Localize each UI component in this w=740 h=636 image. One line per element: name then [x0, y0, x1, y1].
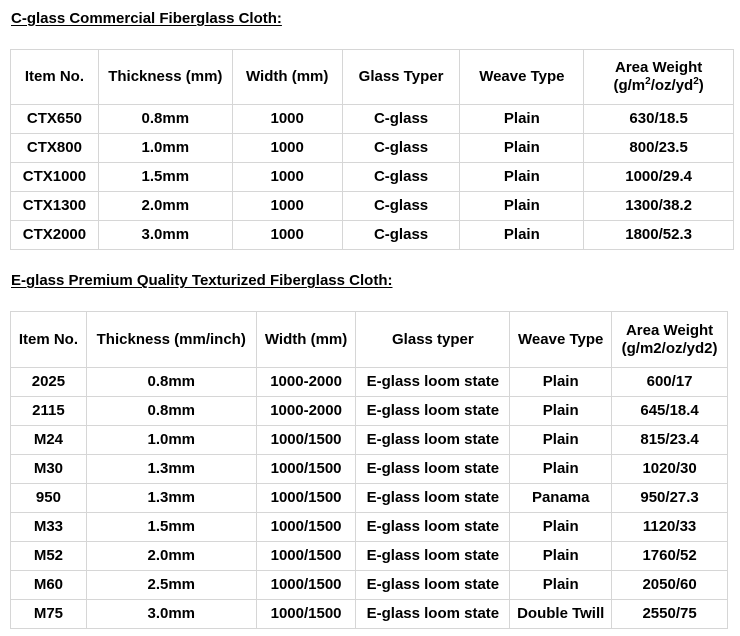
cell-weave-type: Plain	[460, 134, 584, 163]
table-row	[11, 134, 734, 163]
header-area-weight	[584, 50, 734, 105]
header-item-no: Item No.	[11, 312, 87, 368]
area-weight-label: Area Weight	[615, 59, 703, 76]
cell-item-no: CTX2000	[11, 221, 99, 250]
cell-area-weight: 600/17	[612, 368, 728, 397]
cell-area-weight: 2550/75	[612, 600, 728, 629]
cell-area-weight: 1120/33	[612, 513, 728, 542]
cell-width: 1000/1500	[256, 600, 356, 629]
cell-thickness: 0.8mm	[98, 105, 232, 134]
cell-area-weight: 1020/30	[612, 455, 728, 484]
cell-area-weight: 815/23.4	[612, 426, 728, 455]
cell-item-no: M30	[11, 455, 87, 484]
table-row	[11, 397, 728, 426]
header-weave-type: Weave Type	[460, 50, 584, 105]
cell-area-weight: 1300/38.2	[584, 192, 734, 221]
cell-width: 1000/1500	[256, 542, 356, 571]
cell-weave-type: Plain	[510, 571, 612, 600]
cell-item-no: M52	[11, 542, 87, 571]
table-row	[11, 192, 734, 221]
table-row	[11, 163, 734, 192]
cell-weave-type: Panama	[510, 484, 612, 513]
cell-thickness: 1.3mm	[86, 455, 256, 484]
cell-thickness: 2.0mm	[86, 542, 256, 571]
cell-item-no: CTX800	[11, 134, 99, 163]
table-row	[11, 426, 728, 455]
cell-thickness: 0.8mm	[86, 397, 256, 426]
area-weight-units: $(g/m^2/oz/yd^2)$	[613, 76, 704, 94]
table-row	[11, 571, 728, 600]
table-row	[11, 221, 734, 250]
header-thickness: Thickness (mm)	[98, 50, 232, 105]
cell-width: 1000/1500	[256, 484, 356, 513]
cell-item-no: M60	[11, 571, 87, 600]
area-weight-units: (g/m2/oz/yd2)	[621, 339, 718, 357]
cell-thickness: 1.3mm	[86, 484, 256, 513]
cell-weave-type: Plain	[510, 368, 612, 397]
cell-area-weight: 1000/29.4	[584, 163, 734, 192]
header-width: Width (mm)	[232, 50, 342, 105]
cell-weave-type: Plain	[460, 105, 584, 134]
cell-area-weight: 1800/52.3	[584, 221, 734, 250]
cell-thickness: 3.0mm	[98, 221, 232, 250]
header-thickness: Thickness (mm/inch)	[86, 312, 256, 368]
cell-glass-type: C-glass	[342, 192, 460, 221]
cell-width: 1000	[232, 192, 342, 221]
table-row	[11, 105, 734, 134]
cell-glass-type: E-glass loom state	[356, 455, 510, 484]
cell-width: 1000/1500	[256, 455, 356, 484]
cell-item-no: CTX650	[11, 105, 99, 134]
table-header-row	[11, 312, 728, 368]
table-row	[11, 484, 728, 513]
cell-width: 1000	[232, 221, 342, 250]
cell-glass-type: E-glass loom state	[356, 571, 510, 600]
cell-glass-type: E-glass loom state	[356, 542, 510, 571]
cell-area-weight: 2050/60	[612, 571, 728, 600]
header-glass-type: Glass Typer	[342, 50, 460, 105]
header-weave-type: Weave Type	[510, 312, 612, 368]
area-weight-label: Area Weight	[625, 321, 714, 339]
cell-item-no: M75	[11, 600, 87, 629]
cell-area-weight: 1760/52	[612, 542, 728, 571]
cell-weave-type: Plain	[460, 221, 584, 250]
e-glass-spec-table	[10, 311, 728, 629]
cell-weave-type: Plain	[460, 192, 584, 221]
cell-thickness: 1.0mm	[86, 426, 256, 455]
cell-area-weight: 645/18.4	[612, 397, 728, 426]
cell-width: 1000/1500	[256, 571, 356, 600]
cell-glass-type: C-glass	[342, 163, 460, 192]
cell-glass-type: E-glass loom state	[356, 600, 510, 629]
cell-item-no: M24	[11, 426, 87, 455]
cell-width: 1000-2000	[256, 397, 356, 426]
cell-weave-type: Double Twill	[510, 600, 612, 629]
table-row	[11, 513, 728, 542]
cell-width: 1000/1500	[256, 513, 356, 542]
cell-glass-type: C-glass	[342, 221, 460, 250]
cell-item-no: 2025	[11, 368, 87, 397]
cell-area-weight: 800/23.5	[584, 134, 734, 163]
table-row	[11, 542, 728, 571]
cell-glass-type: E-glass loom state	[356, 397, 510, 426]
cell-item-no: CTX1300	[11, 192, 99, 221]
cell-weave-type: Plain	[460, 163, 584, 192]
cell-glass-type: C-glass	[342, 134, 460, 163]
cell-thickness: 3.0mm	[86, 600, 256, 629]
header-width: Width (mm)	[256, 312, 356, 368]
cell-thickness: 1.5mm	[86, 513, 256, 542]
header-item-no: Item No.	[11, 50, 99, 105]
cell-item-no: 2115	[11, 397, 87, 426]
cell-weave-type: Plain	[510, 426, 612, 455]
cell-thickness: 2.0mm	[98, 192, 232, 221]
cell-width: 1000/1500	[256, 426, 356, 455]
cell-width: 1000	[232, 105, 342, 134]
cell-width: 1000	[232, 163, 342, 192]
cell-glass-type: E-glass loom state	[356, 484, 510, 513]
cell-thickness: 0.8mm	[86, 368, 256, 397]
cell-thickness: 1.0mm	[98, 134, 232, 163]
header-glass-type: Glass typer	[356, 312, 510, 368]
table-header-row	[11, 50, 734, 105]
cell-weave-type: Plain	[510, 455, 612, 484]
cell-glass-type: E-glass loom state	[356, 426, 510, 455]
cell-area-weight: 950/27.3	[612, 484, 728, 513]
table-row	[11, 455, 728, 484]
cell-glass-type: E-glass loom state	[356, 513, 510, 542]
cell-thickness: 2.5mm	[86, 571, 256, 600]
cell-area-weight: 630/18.5	[584, 105, 734, 134]
header-area-weight	[612, 312, 728, 368]
cell-width: 1000-2000	[256, 368, 356, 397]
e-glass-section-title: E-glass Premium Quality Texturized Fiberglass Cloth:	[11, 272, 393, 289]
cell-width: 1000	[232, 134, 342, 163]
cell-item-no: CTX1000	[11, 163, 99, 192]
c-glass-section-title: C-glass Commercial Fiberglass Cloth:	[11, 10, 282, 27]
table-row	[11, 368, 728, 397]
c-glass-spec-table	[10, 49, 734, 250]
table-row	[11, 600, 728, 629]
cell-weave-type: Plain	[510, 513, 612, 542]
cell-weave-type: Plain	[510, 542, 612, 571]
cell-glass-type: C-glass	[342, 105, 460, 134]
cell-item-no: M33	[11, 513, 87, 542]
cell-thickness: 1.5mm	[98, 163, 232, 192]
cell-weave-type: Plain	[510, 397, 612, 426]
cell-glass-type: E-glass loom state	[356, 368, 510, 397]
cell-item-no: 950	[11, 484, 87, 513]
